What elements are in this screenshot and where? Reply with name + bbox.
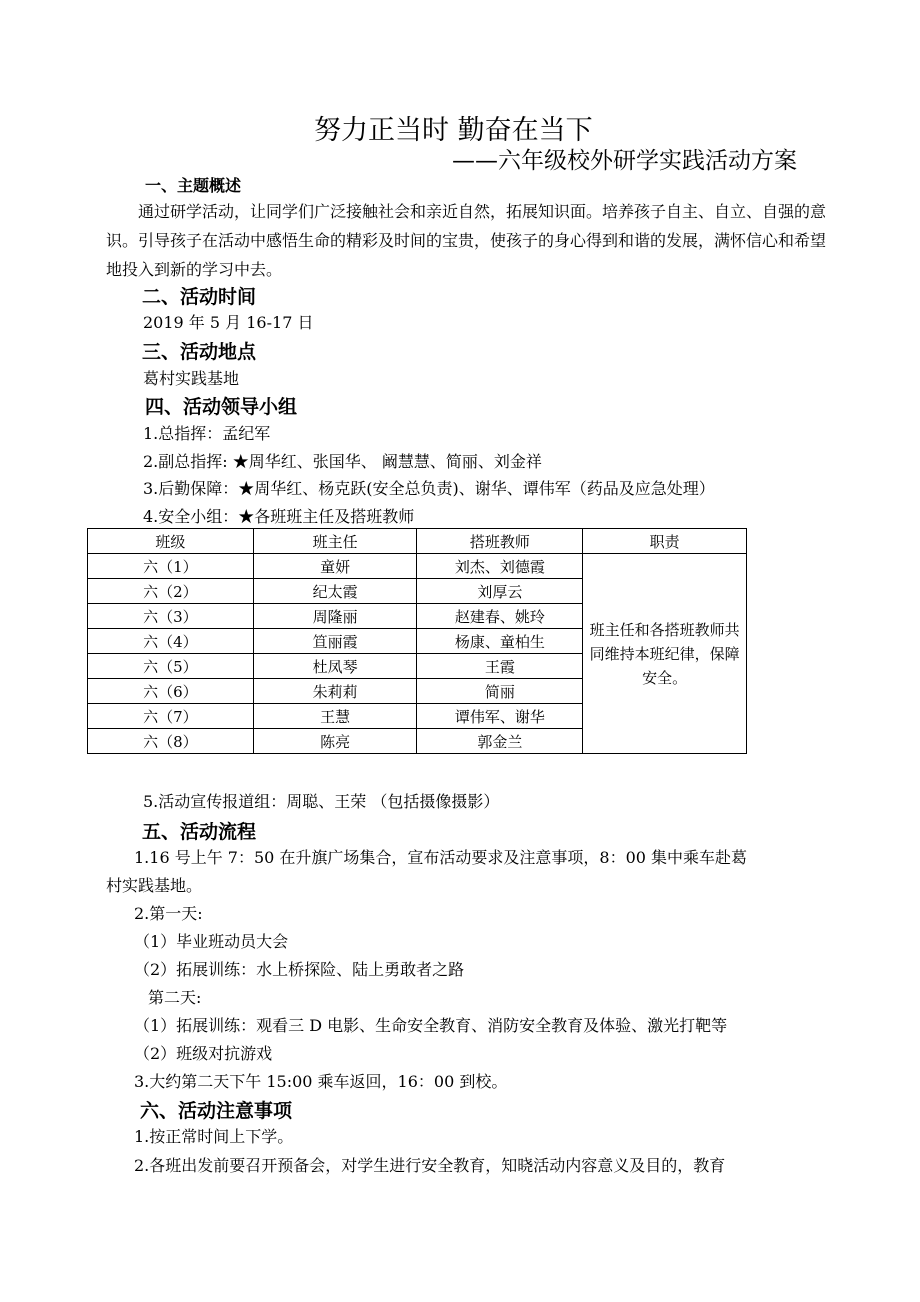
- class-cell: 六（3）: [88, 604, 254, 629]
- head-teacher-cell: 周隆丽: [253, 604, 417, 629]
- process-line: （1）毕业班动员大会: [134, 932, 289, 951]
- head-teacher-cell: 陈亮: [253, 729, 417, 754]
- co-teacher-cell: 谭伟军、谢华: [417, 704, 583, 729]
- table-header: 班级: [88, 529, 254, 554]
- overview-text: 通过研学活动，让同学们广泛接触社会和亲近自然，拓展知识面。培养孩子自主、自立、自强的意识。引导孩子在活动中感悟生命的精彩及时间的宝贵，使孩子的身心得到和谐的发展，满怀信心和希望地投入到新的学习中去。: [106, 202, 827, 279]
- co-teacher-cell: 赵建春、姚玲: [417, 604, 583, 629]
- activity-location: 葛村实践基地: [143, 369, 240, 388]
- class-cell: 六（5）: [88, 654, 254, 679]
- co-teacher-cell: 刘厚云: [417, 579, 583, 604]
- co-teacher-cell: 郭金兰: [417, 729, 583, 754]
- table-header: 搭班教师: [417, 529, 583, 554]
- section-heading-overview: 一、主题概述: [145, 176, 242, 195]
- process-line: 村实践基地。: [106, 876, 203, 895]
- head-teacher-cell: 朱莉莉: [253, 679, 417, 704]
- leadership-item: 1.总指挥：孟纪军: [143, 424, 271, 443]
- activity-date: 2019 年 5 月 16-17 日: [143, 313, 314, 332]
- process-line: （2）拓展训练：水上桥探险、陆上勇敢者之路: [134, 960, 465, 979]
- table-header: 职责: [583, 529, 747, 554]
- co-teacher-cell: 王霞: [417, 654, 583, 679]
- document-title: 努力正当时 勤奋在当下: [314, 115, 593, 146]
- co-teacher-cell: 刘杰、刘德霞: [417, 554, 583, 579]
- overview-paragraph: [106, 197, 826, 284]
- table-header-row: [88, 529, 747, 554]
- table-row: [88, 554, 747, 579]
- leadership-item: 4.安全小组：★各班班主任及搭班教师: [143, 507, 415, 526]
- leadership-item: 5.活动宣传报道组：周聪、王荣 （包括摄像摄影）: [143, 792, 500, 811]
- class-cell: 六（6）: [88, 679, 254, 704]
- class-cell: 六（1）: [88, 554, 254, 579]
- class-cell: 六（2）: [88, 579, 254, 604]
- section-heading-process: 五、活动流程: [142, 821, 257, 843]
- document-subtitle: ——六年级校外研学实践活动方案: [452, 148, 797, 174]
- notes-line: 1.按正常时间上下学。: [134, 1127, 294, 1146]
- process-line: 1.16 号上午 7：50 在升旗广场集合，宣布活动要求及注意事项，8：00 集中乘车赴葛: [134, 848, 748, 867]
- safety-team-table: [87, 528, 747, 754]
- process-line: （2）班级对抗游戏: [134, 1044, 273, 1063]
- head-teacher-cell: 杜凤琴: [253, 654, 417, 679]
- notes-line: 2.各班出发前要召开预备会，对学生进行安全教育，知晓活动内容意义及目的，教育: [134, 1156, 726, 1175]
- head-teacher-cell: 童妍: [253, 554, 417, 579]
- leadership-item: 2.副总指挥: ★周华红、张国华、 阚慧慧、简丽、刘金祥: [143, 452, 542, 471]
- process-line: 2.第一天:: [134, 904, 203, 923]
- head-teacher-cell: 王慧: [253, 704, 417, 729]
- class-cell: 六（4）: [88, 629, 254, 654]
- section-heading-leadership: 四、活动领导小组: [145, 396, 298, 418]
- table-header: 班主任: [253, 529, 417, 554]
- duty-cell: 班主任和各搭班教师共同维持本班纪律，保障安全。: [583, 554, 747, 754]
- class-cell: 六（8）: [88, 729, 254, 754]
- process-line: 3.大约第二天下午 15:00 乘车返回，16：00 到校。: [134, 1072, 508, 1091]
- process-line: （1）拓展训练：观看三 D 电影、生命安全教育、消防安全教育及体验、激光打靶等: [134, 1016, 728, 1035]
- head-teacher-cell: 笪丽霞: [253, 629, 417, 654]
- class-cell: 六（7）: [88, 704, 254, 729]
- section-heading-location: 三、活动地点: [142, 341, 257, 363]
- process-line: 第二天:: [148, 988, 202, 1007]
- leadership-item: 3.后勤保障：★周华红、杨克跃(安全总负责)、谢华、谭伟军（药品及应急处理）: [143, 479, 715, 498]
- head-teacher-cell: 纪太霞: [253, 579, 417, 604]
- section-heading-time: 二、活动时间: [142, 286, 257, 308]
- co-teacher-cell: 简丽: [417, 679, 583, 704]
- co-teacher-cell: 杨康、童柏生: [417, 629, 583, 654]
- section-heading-notes: 六、活动注意事项: [140, 1100, 293, 1122]
